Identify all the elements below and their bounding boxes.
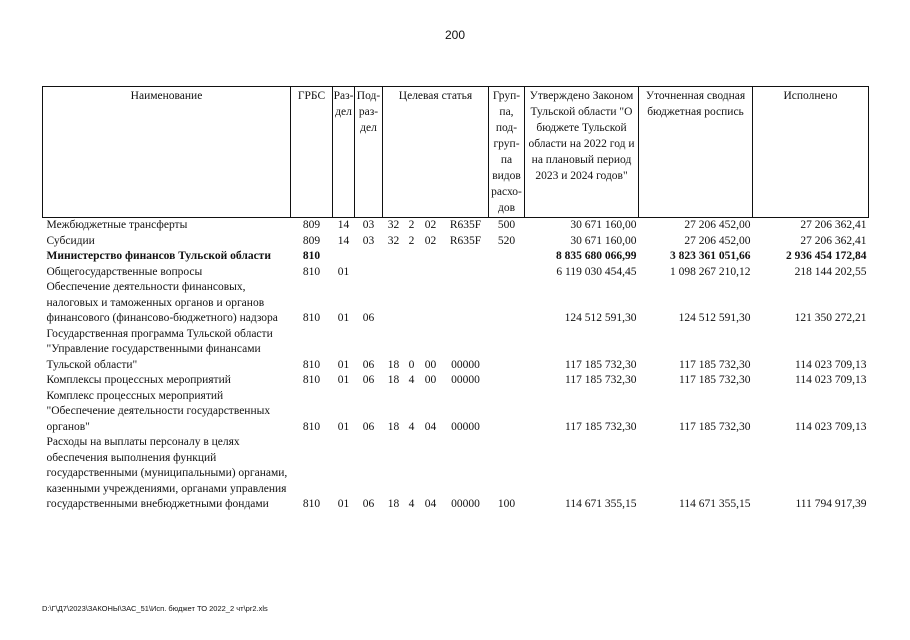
row-refined: 117 185 732,30 <box>679 358 751 371</box>
header-executed: Исполнено <box>753 87 869 218</box>
row-refined: 27 206 452,00 <box>684 234 751 247</box>
row-razdel <box>333 249 355 265</box>
row-podrazdel: 06 <box>362 420 375 433</box>
file-path-footer: D:\Г\Д7\2023\ЗАКОНЫ\ЗАС_51\Исп. бюджет ТО 2022_2 чт\pr2.xls <box>42 604 268 613</box>
row-target-event: 00 <box>424 374 437 386</box>
header-name: Наименование <box>43 87 291 218</box>
row-target-subprogram: 0 <box>408 358 415 371</box>
row-target-program: 18 <box>387 374 400 386</box>
header-podrazdel: Под-раз-дел <box>355 87 383 218</box>
row-name: Межбюджетные трансферты <box>46 219 188 231</box>
row-razdel: 14 <box>337 234 350 247</box>
row-target-program: 18 <box>387 420 400 433</box>
row-target-program <box>383 265 405 281</box>
row-refined: 3 823 361 051,66 <box>670 250 751 262</box>
row-target-direction: 00000 <box>451 498 480 510</box>
row-approved: 117 185 732,30 <box>565 374 637 386</box>
table-row <box>43 373 869 389</box>
row-target-direction <box>443 280 489 327</box>
row-executed: 111 794 917,39 <box>795 498 867 510</box>
row-expense-group <box>489 327 525 374</box>
row-target-program <box>383 249 405 265</box>
row-refined: 124 512 591,30 <box>678 312 751 324</box>
row-refined: 1 098 267 210,12 <box>670 265 751 278</box>
header-expense-group: Груп-па, под-груп-па видов расхо-дов <box>489 87 525 218</box>
row-target-subprogram <box>405 280 419 327</box>
row-podrazdel: 03 <box>362 219 375 231</box>
row-expense-group <box>489 389 525 436</box>
header-razdel: Раз-дел <box>333 87 355 218</box>
table-row <box>43 218 869 234</box>
budget-table <box>42 86 869 513</box>
row-expense-group: 100 <box>497 498 516 510</box>
row-podrazdel: 03 <box>362 234 375 247</box>
row-target-direction: R635F <box>449 234 482 247</box>
row-approved: 124 512 591,30 <box>564 312 637 324</box>
row-razdel: 01 <box>337 265 350 278</box>
row-name: Обеспечение деятельности финансовых, налоговых и таможенных органов и органов финансового (финансово-бюджетного) надзора <box>46 281 278 324</box>
row-executed: 114 023 709,13 <box>795 374 867 386</box>
row-target-event: 00 <box>424 358 437 371</box>
row-executed: 27 206 362,41 <box>800 234 867 247</box>
row-target-subprogram: 4 <box>408 374 415 386</box>
row-target-direction: R635F <box>449 219 482 231</box>
row-executed: 218 144 202,55 <box>794 265 867 278</box>
row-expense-group: 520 <box>497 234 516 247</box>
row-expense-group: 500 <box>497 219 516 231</box>
row-target-event: 04 <box>424 420 437 433</box>
row-refined: 114 671 355,15 <box>679 498 751 510</box>
table-row <box>43 234 869 250</box>
row-target-direction <box>443 265 489 281</box>
row-expense-group <box>489 249 525 265</box>
table-row <box>43 435 869 513</box>
row-target-subprogram: 4 <box>408 498 415 510</box>
row-podrazdel <box>355 265 383 281</box>
row-expense-group <box>489 265 525 281</box>
row-name: Государственная программа Тульской области "Управление государственными финансами Тульской области" <box>46 327 273 371</box>
row-target-event: 02 <box>424 234 437 247</box>
table-row <box>43 265 869 281</box>
table-row <box>43 280 869 327</box>
row-executed: 121 350 272,21 <box>794 312 867 324</box>
row-grbs: 810 <box>302 374 321 386</box>
row-razdel: 01 <box>337 374 350 386</box>
row-razdel: 01 <box>337 498 350 510</box>
row-target-program: 18 <box>387 358 400 371</box>
row-target-event <box>419 280 443 327</box>
row-podrazdel: 06 <box>362 312 375 324</box>
row-razdel: 01 <box>337 358 350 371</box>
row-name: Комплекс процессных мероприятий "Обеспечение деятельности государственных органов" <box>46 389 271 433</box>
row-target-direction <box>443 249 489 265</box>
table-row <box>43 249 869 265</box>
row-approved: 30 671 160,00 <box>570 234 637 247</box>
table-row <box>43 389 869 436</box>
table-row <box>43 327 869 374</box>
row-name: Расходы на выплаты персоналу в целях обеспечения выполнения функций государственными (муниципальными) органами, казенными учреждениями, органами управления государственными внебюджетными фондами <box>46 436 288 510</box>
row-approved: 8 835 680 066,99 <box>556 250 637 262</box>
row-target-program: 32 <box>387 219 400 231</box>
row-approved: 114 671 355,15 <box>565 498 637 510</box>
row-grbs: 810 <box>302 312 321 324</box>
row-target-event <box>419 249 443 265</box>
row-target-direction: 00000 <box>451 374 480 386</box>
row-approved: 30 671 160,00 <box>570 219 637 231</box>
row-expense-group <box>489 373 525 389</box>
row-grbs: 810 <box>302 358 321 371</box>
row-name: Министерство финансов Тульской области <box>46 250 271 262</box>
row-approved: 6 119 030 454,45 <box>556 265 637 278</box>
row-razdel: 14 <box>337 219 350 231</box>
row-target-program: 18 <box>387 498 400 510</box>
header-grbs: ГРБС <box>291 87 333 218</box>
row-podrazdel <box>355 249 383 265</box>
header-approved: Утверждено Законом Тульской области "О бюджете Тульской области на 2022 год и на плановый период 2023 и 2024 годов" <box>525 87 639 218</box>
row-target-subprogram <box>405 249 419 265</box>
row-grbs: 809 <box>302 219 321 231</box>
row-grbs: 809 <box>302 234 321 247</box>
row-grbs: 810 <box>302 265 321 278</box>
row-target-direction: 00000 <box>451 420 480 433</box>
row-target-event: 04 <box>424 498 437 510</box>
page-number: 200 <box>444 28 466 42</box>
row-podrazdel: 06 <box>362 374 375 386</box>
row-approved: 117 185 732,30 <box>565 358 637 371</box>
row-target-subprogram: 2 <box>408 234 415 247</box>
header-target-article: Целевая статья <box>383 87 489 218</box>
row-target-subprogram: 2 <box>408 219 415 231</box>
row-grbs: 810 <box>302 250 321 262</box>
row-target-direction: 00000 <box>451 358 480 371</box>
row-razdel: 01 <box>337 420 350 433</box>
row-expense-group <box>489 280 525 327</box>
row-target-event <box>419 265 443 281</box>
row-podrazdel: 06 <box>362 358 375 371</box>
row-target-program <box>383 280 405 327</box>
row-executed: 2 936 454 172,84 <box>786 250 867 262</box>
header-refined: Уточненная сводная бюджетная роспись <box>639 87 753 218</box>
row-name: Общегосударственные вопросы <box>46 265 203 278</box>
row-approved: 117 185 732,30 <box>565 420 637 433</box>
row-grbs: 810 <box>302 420 321 433</box>
row-target-event: 02 <box>424 219 437 231</box>
row-name: Субсидии <box>46 234 95 247</box>
row-refined: 27 206 452,00 <box>684 219 751 231</box>
row-podrazdel: 06 <box>362 498 375 510</box>
row-target-subprogram <box>405 265 419 281</box>
row-name: Комплексы процессных мероприятий <box>46 374 231 386</box>
row-executed: 27 206 362,41 <box>800 219 867 231</box>
row-refined: 117 185 732,30 <box>679 420 751 433</box>
row-target-program: 32 <box>387 234 400 247</box>
row-executed: 114 023 709,13 <box>795 358 867 371</box>
row-refined: 117 185 732,30 <box>679 374 751 386</box>
row-target-subprogram: 4 <box>408 420 415 433</box>
row-executed: 114 023 709,13 <box>795 420 867 433</box>
table-header-row <box>43 87 869 218</box>
row-razdel: 01 <box>337 312 350 324</box>
row-grbs: 810 <box>302 498 321 510</box>
